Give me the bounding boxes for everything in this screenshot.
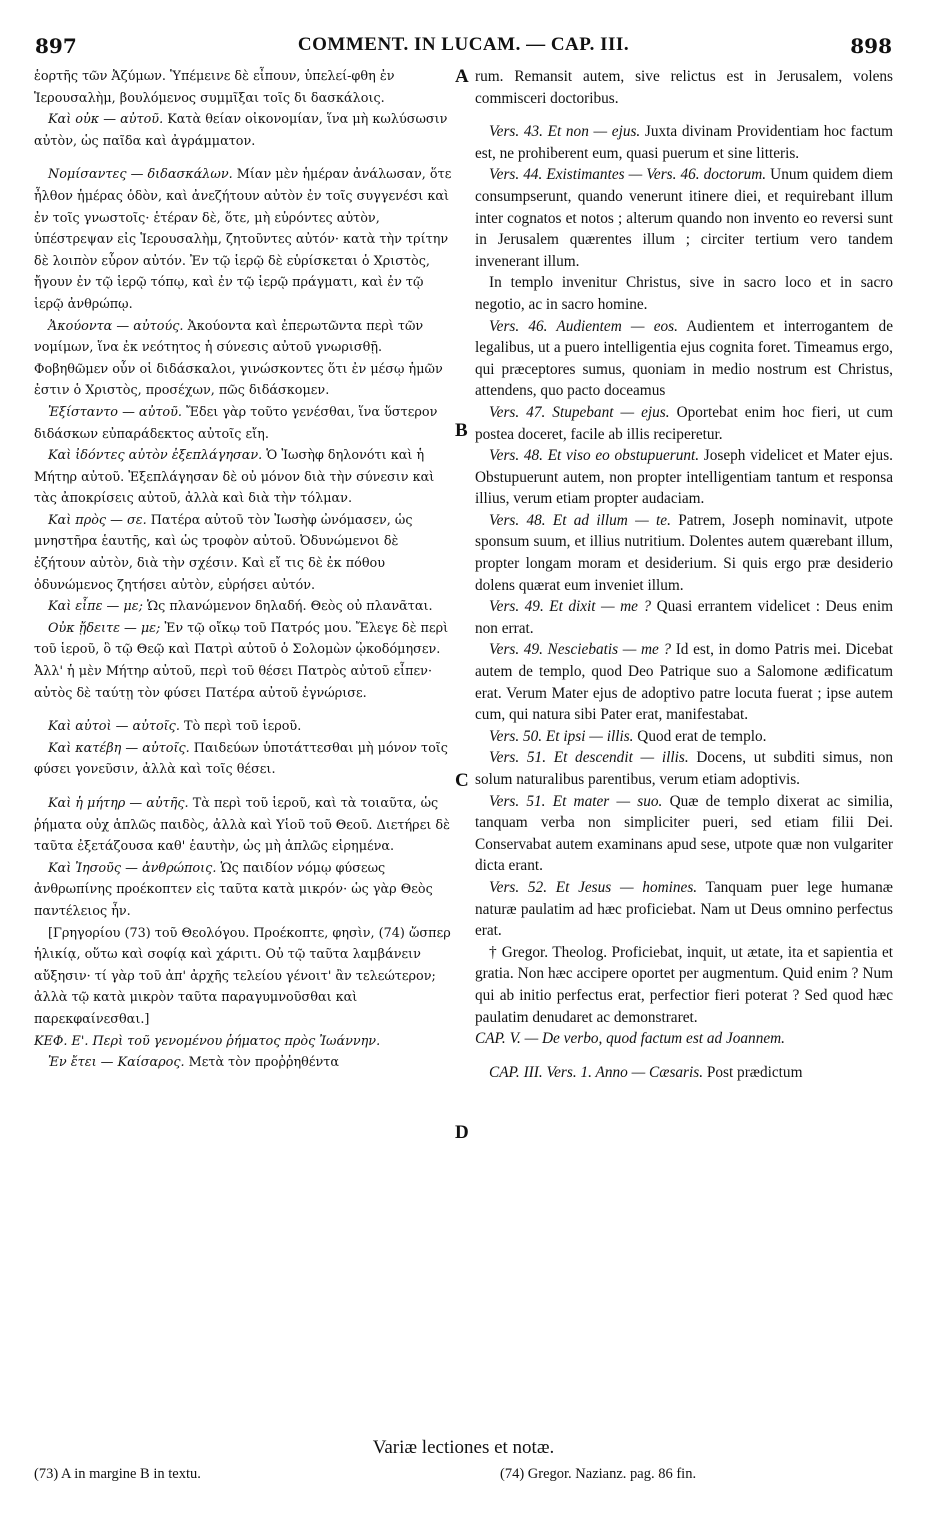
latin-paragraph: Vers. 44. Existimantes — Vers. 46. doctorum. Unum quidem diem consumpserunt, quando venerunt itinere diei, et requirebant illum inter cognatos et notos ; alterum quando non invento eo reversi sunt in Jerusalem quærentes illum ; circiter tertium vero tandem invenerant illum.: [475, 166, 893, 270]
margin-letter-a: A: [455, 66, 469, 87]
latin-column: [475, 66, 893, 1083]
footnote-73: (73) A in margine B in textu.: [34, 1466, 201, 1482]
margin-letter-d: D: [455, 1122, 469, 1143]
page-number-right: 898: [850, 34, 892, 58]
greek-column: [34, 66, 452, 1074]
greek-paragraph: Καὶ Ἰησοῦς — ἀνθρώποις. Ὡς παιδίον νόμῳ φύσεως ἀνθρωπίνης προέκοπτεν εἰς ταῦτα κατὰ μικρόν· ὡς γὰρ Θεὸς παντέλειος ἦν.: [34, 860, 433, 919]
latin-paragraph: rum. Remansit autem, sive relictus est in Jerusalem, volens commisceri doctoribus.: [475, 68, 893, 107]
footnote-74: (74) Gregor. Nazianz. pag. 86 fin.: [500, 1466, 697, 1482]
notes-heading: Variæ lectiones et notæ.: [372, 1437, 555, 1458]
latin-paragraph: Vers. 52. Et Jesus — homines. Tanquam puer lege humanæ naturæ paulatim ad hæc proficiebat. Nam ut Deus omnino perfectus erat.: [475, 878, 893, 940]
page-number-left: 897: [35, 34, 77, 58]
latin-paragraph: Vers. 51. Et mater — suo. Quæ de templo dixerat ac similia, tanquam verba non simpliciter pueri, sed etiam filii Dei. Conservabat autem examinans apud sese, utpote quæ non vulgariter dicta erant.: [475, 792, 893, 875]
greek-paragraph: Νομίσαντες — διδασκάλων. Μίαν μὲν ἡμέραν ἀνάλωσαν, ὅτε ἦλθον ἡμέρας ὁδὸν, καὶ ἀνεζήτουν αὐτὸν ἐν τοῖς συγγενέσι καὶ ἐν τοῖς γνωστοῖς· ἑτέραν δὲ, ὅτε, μὴ εὑρόντες αὐτὸν, ὑπέστρεψαν εἰς Ἱερουσαλὴμ, ζητοῦντες αὐτόν· κατὰ τὴν τρίτην δὲ λοιπὸν εὗρον αὐτόν. Ἐν τῷ ἱερῷ δὲ εὑρίσκεται ὁ Χριστὸς, ἤγουν ἐν τῷ ἱερῷ τόπῳ, καὶ ἐν τῷ ἱερῷ πράγματι, καὶ ἐν τῷ ἱερῷ ἀνθρώπῳ.: [34, 167, 452, 312]
greek-paragraph: Καὶ κατέβη — αὐτοῖς. Παιδεύων ὑποτάττεσθαι μὴ μόνον τοῖς φύσει γονεῦσιν, ἀλλὰ καὶ τοῖς θέσει.: [34, 740, 448, 778]
latin-paragraph: Vers. 47. Stupebant — ejus. Oportebat enim hoc fieri, ut cum postea doceret, facile ab illis reciperetur.: [475, 403, 893, 443]
greek-paragraph: Καὶ αὐτοὶ — αὐτοῖς. Τὸ περὶ τοῦ ἱεροῦ.: [48, 719, 302, 735]
latin-paragraph: Vers. 50. Et ipsi — illis. Quod erat de templo.: [489, 727, 767, 745]
greek-paragraph: Ἐξίσταντο — αὐτοῦ. Ἔδει γὰρ τοῦτο γενέσθαι, ἵνα ὕστερον διδάσκων εὐπαράδεκτος αὐτοῖς εἴη.: [34, 404, 438, 442]
greek-paragraph: Καὶ εἶπε — με; Ὡς πλανώμενον δηλαδή. Θεὸς οὐ πλανᾶται.: [48, 599, 433, 615]
greek-paragraph: Καὶ οὐκ — αὐτοῦ. Κατὰ θείαν οἰκονομίαν, ἵνα μὴ κωλύσωσιν αὐτὸν, ὡς παῖδα καὶ ἀγράμματον.: [34, 112, 448, 149]
latin-paragraph: Vers. 46. Audientem — eos. Audientem et interrogantem de legalibus, ut a puero intelligentia ejus cognita foret. Timeamus ergo, qui præceptores sumus, quoniam in medio nostrum est Christus, attendens, quo pacto doceamus: [475, 317, 893, 400]
greek-paragraph: Καὶ ἰδόντες αὐτὸν ἐξεπλάγησαν. Ὁ Ἰωσὴφ δηλονότι καὶ ἡ Μήτηρ αὐτοῦ. Ἐξεπλάγησαν δὲ οὐ μόνον διὰ τὴν σύνεσιν καὶ τὰς ἀποκρίσεις αὐτοῦ, ἀλλὰ καὶ διὰ τὴν τόλμαν.: [34, 448, 435, 507]
running-title: COMMENT. IN LUCAM. — CAP. III.: [297, 34, 630, 55]
latin-paragraph: Vers. 49. Nesciebatis — me ? Id est, in domo Patris mei. Dicebat autem de templo, quod Deo Patrique suo a Salomone ædificatum erat. Verum Mater ejus de adoptivo patre locuta fuerat ; ipse autem cum, qui natura sibi Pater erat, manifestabat.: [475, 641, 893, 724]
latin-paragraph: Vers. 48. Et viso eo obstupuerunt. Joseph videlicet et Mater ejus. Obstupuerunt autem, non propter intelligentiam tantum et responsa illius, verum etiam propter audaciam.: [475, 447, 893, 508]
greek-paragraph: ἑορτῆς τῶν Ἀζύμων. Ὑπέμεινε δὲ εἶπουν, ὑπελεί-φθη ἐν Ἱερουσαλὴμ, βουλόμενος συμμῖξαι τοῖς δι δασκάλοις.: [34, 69, 395, 106]
greek-paragraph: Καὶ ἡ μήτηρ — αὐτῆς. Τὰ περὶ τοῦ ἱεροῦ, καὶ τὰ τοιαῦτα, ὡς ῥήματα οὐχ ἁπλῶς παιδὸς, ἀλλὰ καὶ Υἱοῦ τοῦ Θεοῦ. Διετήρει δὲ ταῦτα ἐξετάζουσα καθ' ἑαυτὴν, ὡς μὴ ἁπλῶς εἰρημένα.: [34, 796, 450, 855]
latin-paragraph: Vers. 49. Et dixit — me ? Quasi errantem videlicet : Deus enim non errat.: [475, 598, 893, 637]
margin-letter-b: B: [455, 420, 468, 441]
latin-paragraph: Vers. 51. Et descendit — illis. Docens, ut subditi simus, non solum naturalibus parentibus, verum etiam adoptivis.: [475, 749, 893, 788]
latin-paragraph: † Gregor. Theolog. Proficiebat, inquit, ut ætate, ita et sapientia et gratia. Non hæc accipere oportet per augmentum. Quid enim ? Num qui ab initio perfectus erat, perfectior fieri poterat ? Sed quod hæc paulatim denudaret ac demonstraret.: [475, 943, 893, 1026]
greek-paragraph: Καὶ πρὸς — σε. Πατέρα αὐτοῦ τὸν Ἰωσὴφ ὠνόμασεν, ὡς μνηστῆρα ἑαυτῆς, καὶ ὡς τροφὸν αὐτοῦ. Ὀδυνώμενοι δὲ ἐζήτουν αὐτὸν, διὰ τὴν σχέσιν. Καὶ εἴ τις δὲ ἐκ πόθου ὀδυνώμενος ζητήσει αὐτὸν, εὑρήσει αὐτόν.: [34, 512, 413, 593]
page-header: [0, 34, 927, 64]
latin-chapter-heading: CAP. V. — De verbo, quod factum est ad Joannem.: [475, 1030, 786, 1048]
greek-paragraph: [Γρηγορίου (73) τοῦ Θεολόγου. Προέκοπτε, φησὶν, (74) ὥσπερ ἡλικίᾳ, οὕτω καὶ σοφίᾳ καὶ χάριτι. Οὐ τῷ ταῦτα λαμβάνειν αὔξησιν· τί γὰρ τοῦ ἀπ' ἀρχῆς τελείου γένοιτ' ἂν τελεώτερον; ἀλλὰ τῷ κατὰ μικρὸν ταῦτα παραγυμνοῦσθαι καὶ παρεκφαίνεσθαι.]: [34, 925, 451, 1027]
greek-paragraph: Οὐκ ᾔδειτε — με; Ἐν τῷ οἴκῳ τοῦ Πατρός μου. Ἔλεγε δὲ περὶ τοῦ ἱεροῦ, ὃ τῷ Θεῷ καὶ Πατρὶ αὐτοῦ ὁ Σολομὼν ᾠκοδόμησεν. Ἀλλ' ἡ μὲν Μήτηρ αὐτοῦ, περὶ τοῦ θέσει Πατρὸς αὐτοῦ εἶπεν· αὐτὸς δὲ ταύτῃ τὸν φύσει Πατέρα αὐτοῦ ἐγνώρισε.: [34, 620, 449, 701]
greek-chapter-heading: ΚΕΦ. Ε'. Περὶ τοῦ γενομένου ῥήματος πρὸς Ἰωάννην.: [34, 1033, 381, 1049]
greek-paragraph: Ἐν ἔτει — Καίσαρος. Μετὰ τὸν προῤῥηθέντα: [48, 1055, 339, 1071]
latin-paragraph: In templo invenitur Christus, sive in sacro loco et in sacro negotio, ac in sacro homine.: [475, 274, 893, 313]
latin-paragraph: Vers. 43. Et non — ejus. Juxta divinam Providentiam hoc factum est, ne prohiberent eum, quasi puerum et sine litteris.: [475, 123, 893, 162]
greek-paragraph: Ἀκούοντα — αὐτούς. Ἀκούοντα καὶ ἐπερωτῶντα περὶ τῶν νομίμων, ἵνα ἐκ νεότητος ἡ σύνεσις αὐτοῦ γνωρισθῇ. Φοβηθῶμεν οὖν οἱ διδάσκαλοι, γινώσκοντες ὅτι ἐν μέσῳ ἡμῶν ἐστιν ὁ Χριστὸς, προσέχων, πῶς διδάσκομεν.: [34, 318, 443, 399]
latin-paragraph: CAP. III. Vers. 1. Anno — Cæsaris. Post prædictum: [489, 1063, 803, 1081]
latin-paragraph: Vers. 48. Et ad illum — te. Patrem, Joseph nominavit, utpote sponsum suum, et illius nutritium. Dolentes autem quærebant illum, propter longam moram et desiderium. Si quis ergo præ desiderio dolens quærat eum inveniet illum.: [475, 511, 893, 594]
margin-letter-c: C: [455, 770, 469, 791]
